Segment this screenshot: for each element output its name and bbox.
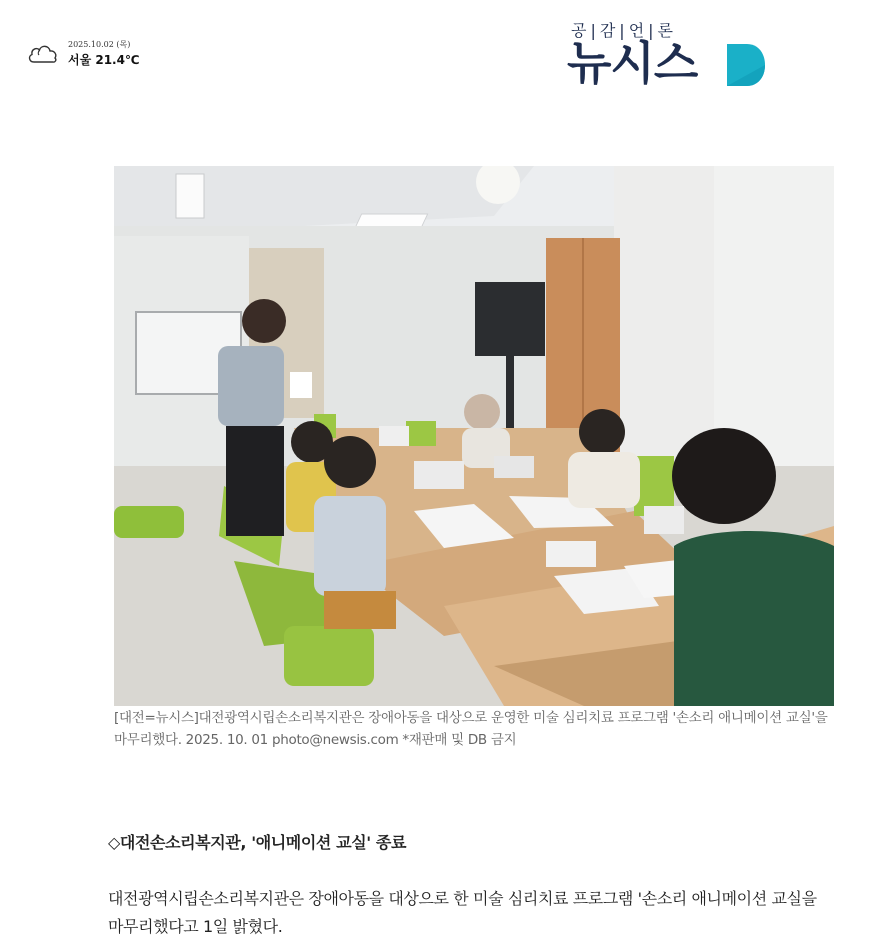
article-photo xyxy=(114,166,834,706)
photo-caption: [대전=뉴시스]대전광역시립손소리복지관은 장애아동을 대상으로 운영한 미술 심리치료 프로그램 '손소리 애니메이션 교실'을 마무리했다. 2025. 10. 01 photo@newsis.com *재판매 및 DB 금지 xyxy=(114,710,828,748)
newsis-logo[interactable] xyxy=(567,18,767,90)
logo-mark-icon xyxy=(727,44,765,86)
logo-slogan: 공|감|언|론 xyxy=(571,21,677,40)
article-body: 대전광역시립손소리복지관은 장애아동을 대상으로 한 미술 심리치료 프로그램 '손소리 애니메이션 교실을 마무리했다고 1일 밝혔다. xyxy=(108,889,817,936)
weather-date: 2025.10.02 (목) xyxy=(68,40,131,49)
weather-widget xyxy=(26,40,140,67)
article-subheading: ◇대전손소리복지관, '애니메이션 교실' 종료 xyxy=(108,833,407,852)
logo-wordmark: 뉴시스 xyxy=(567,36,698,90)
cloud-icon xyxy=(26,40,60,66)
weather-temperature: 서울 21.4℃ xyxy=(68,52,140,67)
